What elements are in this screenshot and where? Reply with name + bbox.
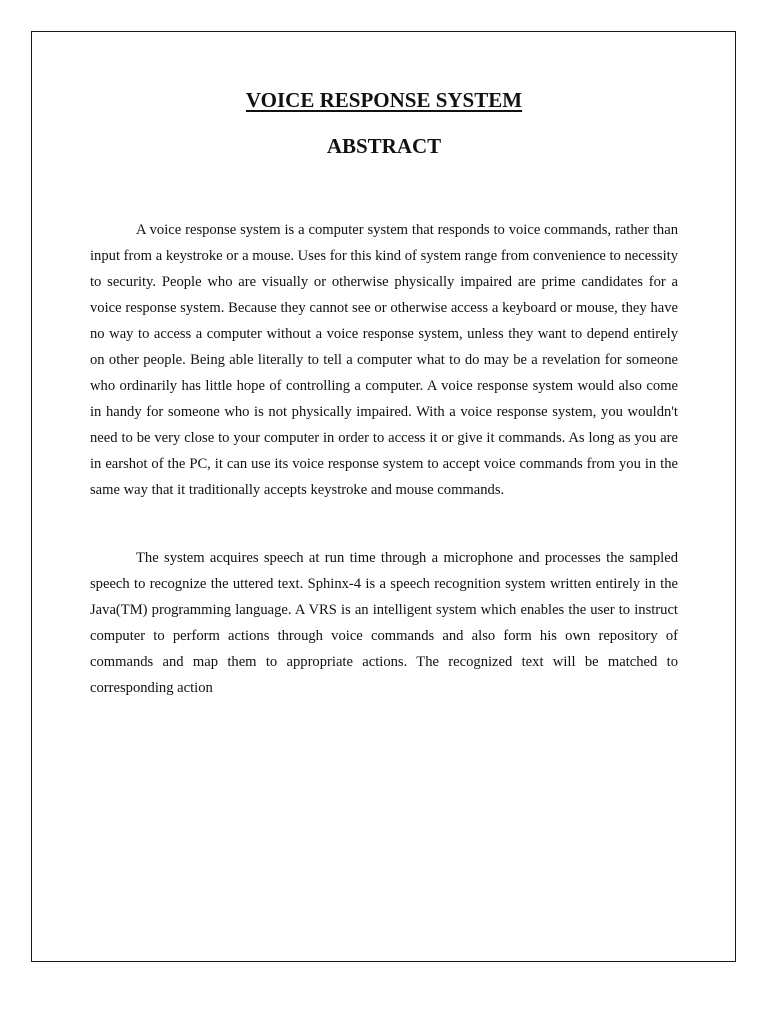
abstract-paragraph-1: A voice response system is a computer system that responds to voice commands, rather than input from a keystroke or a mouse. Uses for this kind of system range from convenience to necessity to security. People who are visually or otherwise physically impaired are prime candidates for a voice response system. Because they cannot see or otherwise access a keyboard or mouse, they have no way to access a computer without a voice response system, unless they want to depend entirely on other people. Being able literally to tell a computer what to do may be a revelation for someone who ordinarily has little hope of controlling a computer. A voice response system would also come in handy for someone who is not physically impaired. With a voice response system, you wouldn't need to be very close to your computer in order to access it or give it commands. As long as you are in earshot of the PC, it can use its voice response system to accept voice commands from you in the same way that it traditionally accepts keystroke and mouse commands. xyxy=(90,222,678,498)
section-heading-abstract: ABSTRACT xyxy=(326,134,442,158)
abstract-paragraph-2: The system acquires speech at run time through a microphone and processes the sampled speech to recognize the uttered text. Sphinx-4 is a speech recognition system written entirely in the Java(TM) programming language. A VRS is an intelligent system which enables the user to instruct computer to perform actions through voice commands and also form his own repository of commands and map them to appropriate actions. The recognized text will be matched to corresponding action xyxy=(90,550,678,696)
document-title: VOICE RESPONSE SYSTEM xyxy=(245,88,523,112)
